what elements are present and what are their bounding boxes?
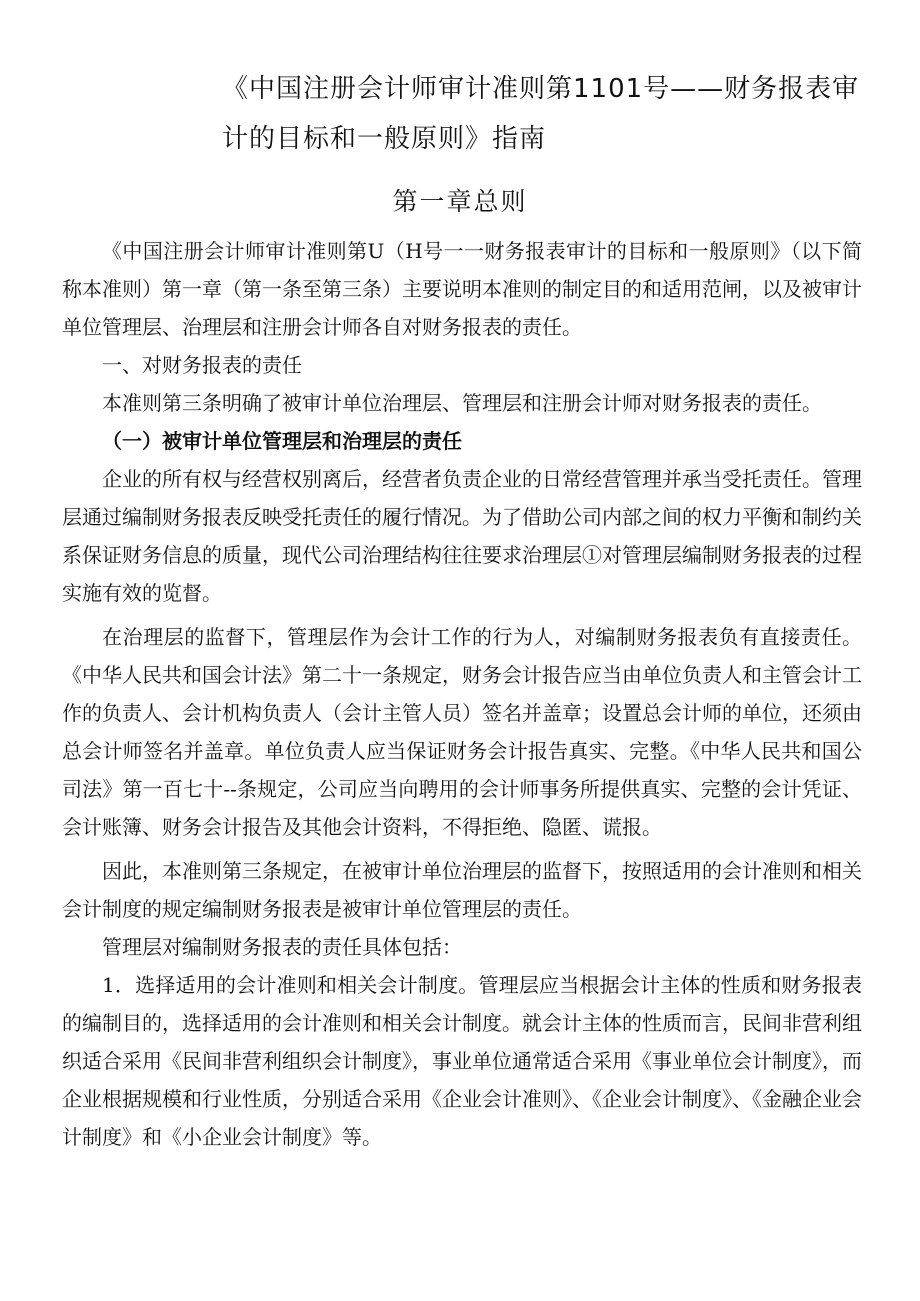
- subsection-heading: （一）被审计单位管理层和治理层的责任: [102, 429, 462, 453]
- body-paragraph: 因此，本准则第三条规定，在被审计单位治理层的监督下，按照适用的会计准则和相关会计制度的规定编制财务报表是被审计单位管理层的责任。: [62, 859, 862, 921]
- chapter-heading: 第一章总则: [392, 187, 528, 216]
- document-title: 《中国注册会计师审计准则第1101号——财务报表审计的目标和一般原则》指南: [222, 74, 860, 154]
- section-paragraph: 本准则第三条明确了被审计单位治理层、管理层和注册会计师对财务报表的责任。: [102, 391, 822, 415]
- document-body: [62, 232, 862, 1156]
- body-paragraph: 在治理层的监督下，管理层作为会计工作的行为人，对编制财务报表负有直接责任。《中华人民共和国会计法》第二十一条规定，财务会计报告应当由单位负责人和主管会计工作的负责人、会计机构负责人（会计主管人员）签名并盖章；设置总会计师的单位，还须由总会计师签名并盖章。单位负责人应当保证财务会计报告真实、完整。《中华人民共和国公司法》第一百七十--条规定，公司应当向聘用的会计师事务所提供真实、完整的会计凭证、会计账簿、财务会计报告及其他会计资料，不得拒绝、隐匿、谎报。: [62, 625, 862, 839]
- section-heading: 一、对财务报表的责任: [102, 353, 302, 377]
- body-paragraph: 1．选择适用的会计准则和相关会计制度。管理层应当根据会计主体的性质和财务报表的编制目的，选择适用的会计准则和相关会计制度。就会计主体的性质而言，民间非营利组织适合采用《民间非营利组织会计制度》，事业单位通常适合采用《事业单位会计制度》，而企业根据规模和行业性质，分别适合采用《企业会计准则》、《企业会计制度》、《金融企业会计制度》和《小企业会计制度》等。: [62, 973, 862, 1149]
- body-paragraph: 企业的所有权与经营权别离后，经营者负责企业的日常经营管理并承当受托责任。管理层通过编制财务报表反映受托责任的履行情况。为了借助公司内部之间的权力平衡和制约关系保证财务信息的质量，现代公司治理结构往往要求治理层①对管理层编制财务报表的过程实施有效的览督。: [62, 467, 862, 605]
- intro-paragraph: 《中国注册会计师审计准则第U（H号一一财务报表审计的目标和一般原则》（以下简称本准则）第一章（第一条至第三条）主要说明本准则的制定目的和适用范闸，以及被审计单位管理层、治理层和注册会计师各自对财务报表的责任。: [62, 239, 862, 339]
- body-paragraph: 管理层对编制财务报表的责任具体包括：: [102, 935, 462, 959]
